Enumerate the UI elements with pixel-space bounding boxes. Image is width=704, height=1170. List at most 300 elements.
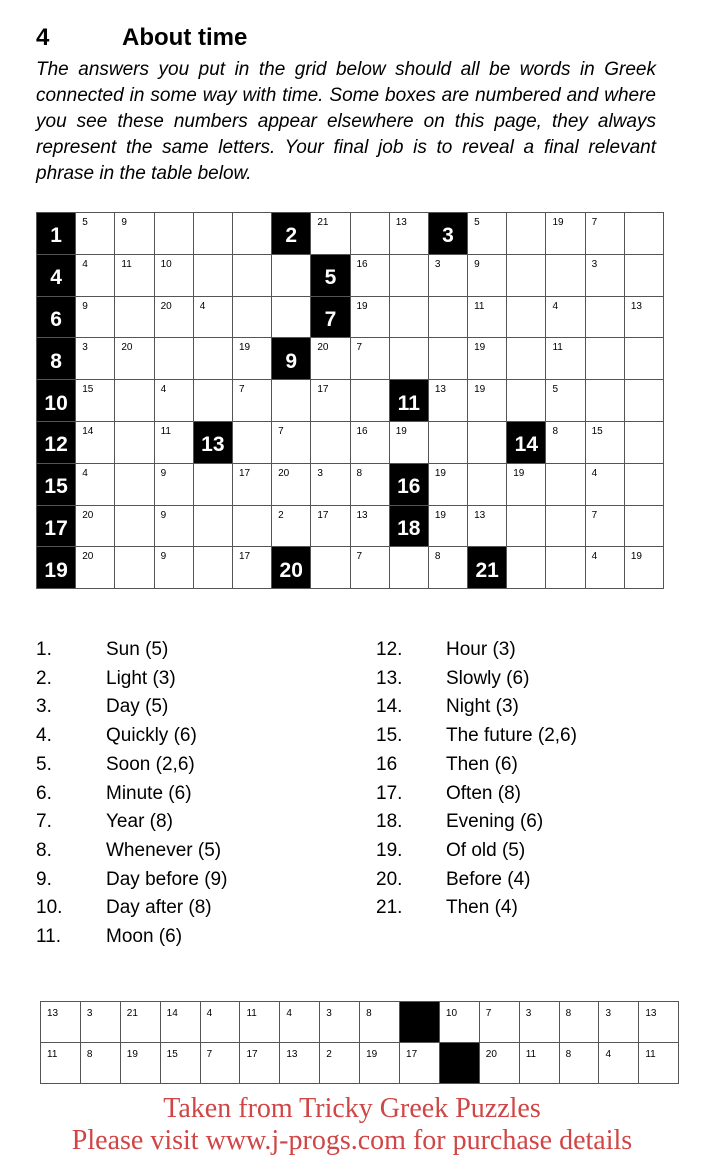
grid-cell[interactable] xyxy=(507,380,546,422)
answer-code-number: 8 xyxy=(565,1008,572,1019)
grid-cell[interactable] xyxy=(154,254,193,296)
clue-item-number: 4. xyxy=(36,725,52,747)
cell-code-number: 20 xyxy=(82,509,94,521)
grid-cell[interactable] xyxy=(350,213,389,255)
grid-cell[interactable] xyxy=(76,213,115,255)
grid-cell[interactable] xyxy=(428,505,467,547)
cell-code-number: 20 xyxy=(82,551,94,563)
answer-cell[interactable] xyxy=(320,1043,360,1084)
grid-cell[interactable] xyxy=(154,213,193,255)
answer-cell[interactable] xyxy=(479,1043,519,1084)
clue-item-text: Soon (2,6) xyxy=(106,753,195,775)
clue-item xyxy=(36,894,227,923)
grid-cell[interactable] xyxy=(272,421,311,463)
cell-code-number: 9 xyxy=(82,300,88,312)
grid-cell[interactable] xyxy=(311,380,350,422)
grid-cell[interactable] xyxy=(507,505,546,547)
grid-cell[interactable] xyxy=(115,380,154,422)
clue-item-text: Then (6) xyxy=(446,753,518,775)
grid-cell[interactable] xyxy=(272,380,311,422)
grid-cell[interactable] xyxy=(311,421,350,463)
answer-code-number: 4 xyxy=(605,1049,612,1060)
clue-number: 1 xyxy=(50,224,62,248)
grid-cell[interactable] xyxy=(115,547,154,589)
answer-code-number: 21 xyxy=(126,1008,138,1019)
answer-table xyxy=(40,1001,679,1084)
answer-code-number: 19 xyxy=(366,1049,378,1060)
clue-number: 2 xyxy=(285,224,298,248)
grid-cell[interactable] xyxy=(115,296,154,338)
grid-cell[interactable] xyxy=(193,213,232,255)
grid-cell[interactable] xyxy=(311,338,350,380)
cell-code-number: 19 xyxy=(552,217,564,228)
grid-cell[interactable] xyxy=(624,213,663,255)
clue-number: 14 xyxy=(514,433,539,457)
clue-item xyxy=(376,780,577,809)
clue-item-text: Evening (6) xyxy=(446,811,544,833)
grid-row xyxy=(37,421,664,463)
grid-cell[interactable] xyxy=(585,463,624,505)
clue-item xyxy=(36,693,227,722)
grid-cell[interactable] xyxy=(272,463,311,505)
grid-cell[interactable] xyxy=(311,463,350,505)
grid-cell[interactable] xyxy=(468,421,507,463)
clue-item xyxy=(36,636,227,665)
grid-cell[interactable] xyxy=(350,421,389,463)
grid-row xyxy=(37,505,664,547)
grid-cell[interactable] xyxy=(115,254,154,296)
clue-number: 9 xyxy=(285,349,298,373)
grid-cell[interactable] xyxy=(154,463,193,505)
cell-code-number: 13 xyxy=(630,300,642,312)
grid-cell[interactable] xyxy=(428,254,467,296)
clue-item-text: Before (4) xyxy=(446,868,531,890)
answer-code-number: 11 xyxy=(525,1049,537,1060)
grid-number-cell xyxy=(428,213,467,255)
grid-number-cell xyxy=(272,213,311,255)
grid-number-cell xyxy=(37,254,76,296)
answer-cell[interactable] xyxy=(639,1002,679,1043)
grid-cell[interactable] xyxy=(193,505,232,547)
grid-cell[interactable] xyxy=(154,380,193,422)
cell-code-number: 5 xyxy=(552,384,558,396)
clue-item-number: 11. xyxy=(36,926,62,948)
grid-cell[interactable] xyxy=(624,296,663,338)
grid-cell[interactable] xyxy=(232,380,271,422)
answer-code-number: 13 xyxy=(47,1008,59,1019)
clue-item-text: Light (3) xyxy=(106,667,176,689)
clue-item xyxy=(36,780,227,809)
grid-cell[interactable] xyxy=(468,213,507,255)
grid-cell[interactable] xyxy=(232,338,271,380)
answer-cell[interactable] xyxy=(599,1043,639,1084)
grid-cell[interactable] xyxy=(154,505,193,547)
answer-cell[interactable] xyxy=(639,1043,679,1084)
grid-cell[interactable] xyxy=(76,547,115,589)
grid-cell[interactable] xyxy=(193,547,232,589)
grid-cell[interactable] xyxy=(193,380,232,422)
clue-item-number: 18. xyxy=(376,811,403,833)
grid-cell[interactable] xyxy=(546,421,585,463)
cell-code-number: 19 xyxy=(434,467,446,479)
grid-cell[interactable] xyxy=(585,505,624,547)
grid-cell[interactable] xyxy=(507,254,546,296)
cell-code-number: 16 xyxy=(356,258,368,270)
grid-cell[interactable] xyxy=(76,296,115,338)
cell-code-number: 19 xyxy=(630,551,642,563)
clue-item xyxy=(36,923,227,952)
grid-number-cell xyxy=(37,421,76,463)
grid-cell[interactable] xyxy=(389,338,428,380)
grid-cell[interactable] xyxy=(428,547,467,589)
grid-cell[interactable] xyxy=(232,213,271,255)
grid-cell[interactable] xyxy=(232,547,271,589)
clue-number: 11 xyxy=(397,391,420,415)
answer-cell[interactable] xyxy=(519,1043,559,1084)
cell-code-number: 11 xyxy=(121,258,132,270)
grid-cell[interactable] xyxy=(428,338,467,380)
grid-cell[interactable] xyxy=(154,338,193,380)
clue-number: 7 xyxy=(324,307,337,331)
clue-item xyxy=(376,636,577,665)
cell-code-number: 17 xyxy=(317,384,329,396)
clue-number: 12 xyxy=(44,433,68,457)
grid-cell[interactable] xyxy=(232,505,271,547)
grid-cell[interactable] xyxy=(76,338,115,380)
grid-cell[interactable] xyxy=(311,505,350,547)
grid-cell[interactable] xyxy=(389,547,428,589)
answer-cell[interactable] xyxy=(320,1002,360,1043)
clue-item-text: Night (3) xyxy=(446,696,519,718)
answer-cell[interactable] xyxy=(599,1002,639,1043)
grid-cell[interactable] xyxy=(389,213,428,255)
answer-code-number: 11 xyxy=(645,1049,656,1060)
clue-item-text: Often (8) xyxy=(446,782,521,804)
grid-number-cell xyxy=(389,505,428,547)
answer-code-number: 8 xyxy=(86,1049,93,1060)
grid-cell[interactable] xyxy=(76,254,115,296)
grid-cell[interactable] xyxy=(115,421,154,463)
cell-code-number: 5 xyxy=(82,217,88,228)
grid-cell[interactable] xyxy=(468,380,507,422)
clue-item-number: 2. xyxy=(36,667,52,689)
clue-item-number: 12. xyxy=(376,639,403,660)
grid-cell[interactable] xyxy=(585,421,624,463)
grid-cell[interactable] xyxy=(76,421,115,463)
grid-number-cell xyxy=(311,296,350,338)
grid-cell[interactable] xyxy=(350,505,389,547)
page-title: About time xyxy=(122,24,248,51)
cell-code-number: 7 xyxy=(356,342,363,354)
clue-number: 21 xyxy=(475,558,499,582)
cell-code-number: 11 xyxy=(474,300,485,312)
grid-cell[interactable] xyxy=(311,547,350,589)
grid-cell[interactable] xyxy=(428,296,467,338)
grid-cell[interactable] xyxy=(585,296,624,338)
grid-row xyxy=(37,296,664,338)
grid-cell[interactable] xyxy=(389,296,428,338)
cell-code-number: 19 xyxy=(513,467,525,479)
grid-cell[interactable] xyxy=(428,380,467,422)
grid-cell[interactable] xyxy=(428,463,467,505)
answer-cell[interactable] xyxy=(80,1043,120,1084)
grid-cell[interactable] xyxy=(624,254,663,296)
clue-item-text: Of old (5) xyxy=(446,839,526,861)
answer-cell[interactable] xyxy=(80,1002,120,1043)
footer-line-1: Taken from Tricky Greek Puzzles xyxy=(163,1093,541,1124)
cell-code-number: 9 xyxy=(160,509,167,521)
grid-cell[interactable] xyxy=(232,296,271,338)
cell-code-number: 10 xyxy=(160,258,172,270)
answer-cell[interactable] xyxy=(400,1043,440,1084)
cell-code-number: 20 xyxy=(121,342,133,354)
cell-code-number: 19 xyxy=(474,384,486,396)
grid-cell[interactable] xyxy=(154,296,193,338)
grid-cell[interactable] xyxy=(232,463,271,505)
grid-cell[interactable] xyxy=(193,296,232,338)
grid-cell[interactable] xyxy=(585,547,624,589)
clue-item-number: 7. xyxy=(36,811,52,833)
answer-cell[interactable] xyxy=(240,1002,280,1043)
grid-cell[interactable] xyxy=(546,380,585,422)
clue-number: 5 xyxy=(324,266,337,290)
grid-cell[interactable] xyxy=(468,463,507,505)
instructions: The answers you put in the grid below should all be words in Greek connected in some way with time. Some boxes are numbered and where you see these numbers appear elsewhere on this page, they always represent the same letters. Your final job is to reveal a final relevant phrase in the table below. xyxy=(36,59,656,184)
cell-code-number: 20 xyxy=(278,467,290,479)
answer-code-number: 11 xyxy=(47,1049,58,1060)
clue-item xyxy=(36,837,227,866)
clue-item-number: 3. xyxy=(36,696,52,718)
clue-item-text: Slowly (6) xyxy=(446,667,530,689)
answer-row xyxy=(41,1043,679,1084)
answer-cell[interactable] xyxy=(120,1002,160,1043)
grid-cell[interactable] xyxy=(193,463,232,505)
grid-number-cell xyxy=(507,421,546,463)
cell-code-number: 13 xyxy=(434,384,446,396)
footer-line-2: Please visit www.j-progs.com for purchase details xyxy=(71,1125,633,1156)
cell-code-number: 19 xyxy=(238,342,251,354)
grid-cell[interactable] xyxy=(350,547,389,589)
grid-cell[interactable] xyxy=(624,380,663,422)
answer-code-number: 3 xyxy=(326,1008,332,1019)
grid-cell[interactable] xyxy=(272,296,311,338)
answer-cell[interactable] xyxy=(360,1002,400,1043)
answer-code-number: 11 xyxy=(246,1008,257,1019)
grid-cell[interactable] xyxy=(546,296,585,338)
answer-code-number: 15 xyxy=(166,1049,178,1060)
clue-item-number: 10. xyxy=(36,897,63,919)
answer-cell[interactable] xyxy=(120,1043,160,1084)
clue-item xyxy=(376,722,577,751)
grid-cell[interactable] xyxy=(115,338,154,380)
answer-space-cell xyxy=(439,1043,479,1084)
answer-cell[interactable] xyxy=(41,1002,81,1043)
grid-cell[interactable] xyxy=(115,463,154,505)
answer-code-number: 10 xyxy=(445,1008,458,1019)
cell-code-number: 8 xyxy=(434,551,441,563)
clue-number: 17 xyxy=(44,516,68,540)
answer-cell[interactable] xyxy=(559,1043,599,1084)
grid-cell[interactable] xyxy=(389,254,428,296)
grid-cell[interactable] xyxy=(154,421,193,463)
answer-row xyxy=(41,1002,679,1043)
grid-cell[interactable] xyxy=(76,505,115,547)
answer-space-cell xyxy=(400,1002,440,1043)
answer-code-number: 13 xyxy=(645,1008,657,1019)
clue-item-text: Quickly (6) xyxy=(106,725,197,747)
cell-code-number: 13 xyxy=(395,217,407,228)
cell-code-number: 7 xyxy=(356,551,363,563)
clue-number: 13 xyxy=(201,433,225,457)
grid-cell[interactable] xyxy=(468,505,507,547)
cell-code-number: 3 xyxy=(82,342,88,354)
clue-number: 8 xyxy=(50,349,62,373)
clue-item-text: Year (8) xyxy=(106,811,173,833)
cell-code-number: 19 xyxy=(434,509,446,521)
cell-code-number: 13 xyxy=(474,509,486,521)
grid-number-cell xyxy=(37,338,76,380)
grid-cell[interactable] xyxy=(468,338,507,380)
grid-cell[interactable] xyxy=(76,463,115,505)
answer-cell[interactable] xyxy=(360,1043,400,1084)
clue-item-text: Day before (9) xyxy=(106,868,228,890)
grid-cell[interactable] xyxy=(272,505,311,547)
grid-cell[interactable] xyxy=(585,338,624,380)
grid-cell[interactable] xyxy=(350,254,389,296)
grid-cell[interactable] xyxy=(624,463,663,505)
answer-code-number: 17 xyxy=(406,1049,418,1060)
grid-cell[interactable] xyxy=(272,254,311,296)
answer-code-number: 17 xyxy=(246,1049,258,1060)
answer-cell[interactable] xyxy=(439,1002,479,1043)
answer-cell[interactable] xyxy=(160,1002,200,1043)
answer-code-number: 20 xyxy=(485,1049,497,1060)
answer-code-number: 8 xyxy=(565,1049,572,1060)
answer-cell[interactable] xyxy=(240,1043,280,1084)
grid-cell[interactable] xyxy=(624,547,663,589)
grid-cell[interactable] xyxy=(546,254,585,296)
grid-cell[interactable] xyxy=(546,547,585,589)
cell-code-number: 3 xyxy=(434,258,441,270)
answer-cell[interactable] xyxy=(200,1043,240,1084)
cell-code-number: 9 xyxy=(474,258,480,270)
clue-item-text: Hour (3) xyxy=(446,639,516,660)
cell-code-number: 7 xyxy=(591,217,598,228)
grid-cell[interactable] xyxy=(507,338,546,380)
clue-item-text: Day (5) xyxy=(106,696,169,718)
clue-item-text: The future (2,6) xyxy=(446,725,577,747)
answer-code-number: 3 xyxy=(605,1008,612,1019)
answer-code-number: 13 xyxy=(286,1049,298,1060)
cell-code-number: 16 xyxy=(356,425,368,437)
grid-number-cell xyxy=(272,547,311,589)
grid-cell[interactable] xyxy=(428,421,467,463)
grid-cell[interactable] xyxy=(507,296,546,338)
clue-item-number: 1. xyxy=(36,639,52,660)
answer-cell[interactable] xyxy=(559,1002,599,1043)
grid-cell[interactable] xyxy=(115,505,154,547)
grid-cell[interactable] xyxy=(232,254,271,296)
grid-cell[interactable] xyxy=(546,213,585,255)
answer-code-number: 4 xyxy=(286,1008,292,1019)
grid-cell[interactable] xyxy=(311,213,350,255)
grid-cell[interactable] xyxy=(507,547,546,589)
grid-cell[interactable] xyxy=(350,338,389,380)
grid-cell[interactable] xyxy=(193,338,232,380)
clue-item-number: 13. xyxy=(376,667,403,689)
answer-cell[interactable] xyxy=(200,1002,240,1043)
grid-cell[interactable] xyxy=(585,213,624,255)
grid-cell[interactable] xyxy=(507,463,546,505)
grid-cell[interactable] xyxy=(350,380,389,422)
grid-cell[interactable] xyxy=(389,421,428,463)
cell-code-number: 7 xyxy=(238,384,245,396)
grid-cell[interactable] xyxy=(350,463,389,505)
clue-item-number: 15. xyxy=(376,725,403,747)
answer-code-number: 14 xyxy=(166,1008,178,1019)
answer-cell[interactable] xyxy=(479,1002,519,1043)
grid-cell[interactable] xyxy=(585,380,624,422)
clue-item-text: Whenever (5) xyxy=(106,839,222,861)
grid-cell[interactable] xyxy=(468,296,507,338)
grid-cell[interactable] xyxy=(624,505,663,547)
grid-cell[interactable] xyxy=(468,254,507,296)
clue-item-number: 17. xyxy=(376,782,403,804)
grid-cell[interactable] xyxy=(546,463,585,505)
grid-cell[interactable] xyxy=(115,213,154,255)
clue-item xyxy=(36,866,227,895)
grid-cell[interactable] xyxy=(507,213,546,255)
grid-cell[interactable] xyxy=(546,338,585,380)
answer-cell[interactable] xyxy=(280,1002,320,1043)
answer-cell[interactable] xyxy=(160,1043,200,1084)
puzzle-number: 4 xyxy=(36,24,50,51)
answer-code-number: 7 xyxy=(485,1008,492,1019)
clue-number: 4 xyxy=(50,266,62,290)
grid-cell[interactable] xyxy=(624,338,663,380)
grid-cell[interactable] xyxy=(232,421,271,463)
cell-code-number: 15 xyxy=(591,425,603,437)
cell-code-number: 4 xyxy=(199,300,206,312)
cell-code-number: 8 xyxy=(552,425,558,437)
answer-code-number: 4 xyxy=(206,1008,213,1019)
crossword-grid xyxy=(36,212,664,589)
cell-code-number: 14 xyxy=(82,425,94,437)
answer-cell[interactable] xyxy=(519,1002,559,1043)
answer-cell[interactable] xyxy=(280,1043,320,1084)
clue-number: 20 xyxy=(279,558,303,582)
grid-number-cell xyxy=(37,463,76,505)
grid-cell[interactable] xyxy=(76,380,115,422)
clue-item xyxy=(36,808,227,837)
grid-cell[interactable] xyxy=(585,254,624,296)
grid-cell[interactable] xyxy=(154,547,193,589)
grid-cell[interactable] xyxy=(193,254,232,296)
clue-item-number: 19. xyxy=(376,839,403,861)
clue-item xyxy=(36,722,227,751)
clue-item xyxy=(36,751,227,780)
cell-code-number: 20 xyxy=(160,300,172,312)
clue-number: 16 xyxy=(397,475,421,499)
clue-list-left xyxy=(36,636,227,952)
grid-row xyxy=(37,380,664,422)
grid-cell[interactable] xyxy=(624,421,663,463)
answer-cell[interactable] xyxy=(41,1043,81,1084)
grid-cell[interactable] xyxy=(546,505,585,547)
grid-cell[interactable] xyxy=(350,296,389,338)
answer-code-number: 19 xyxy=(126,1049,138,1060)
clue-item-number: 6. xyxy=(36,782,52,804)
